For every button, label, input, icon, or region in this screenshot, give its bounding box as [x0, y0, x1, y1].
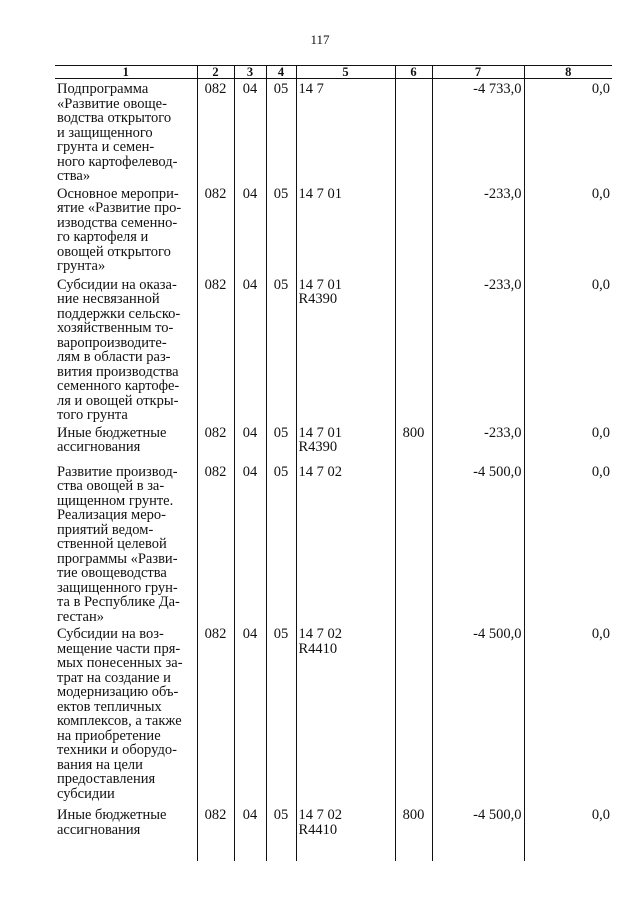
table-row: [55, 79, 612, 184]
cell-section: 04: [234, 79, 266, 184]
name-line: ектов тепличных: [57, 698, 162, 715]
cell-section: 04: [234, 184, 266, 275]
name-line: хозяйственным то-: [57, 320, 174, 336]
name-line: го картофеля и: [57, 229, 149, 245]
name-line: ние несвязанной: [57, 291, 160, 307]
name-line: Иные бюджетные: [57, 424, 167, 441]
cell-name: [55, 184, 197, 275]
cell-expense-type: [395, 184, 432, 275]
name-line: субсидии: [57, 785, 115, 802]
cell-subsection: 05: [266, 423, 296, 462]
table-body: [55, 79, 612, 862]
cell-ministry-code: 082: [197, 79, 234, 184]
name-line: приятий ведом-: [57, 521, 154, 538]
name-line: щищенном грунте.: [57, 492, 174, 509]
cell-target-article: [296, 423, 395, 462]
cell-name: [55, 79, 197, 184]
cell-subsection: 05: [266, 624, 296, 805]
target-article-line: R4410: [298, 821, 338, 838]
target-article-line: 14 7: [298, 81, 324, 97]
cell-amount-change: 0,0: [524, 624, 612, 805]
cell-amount: -4 500,0: [432, 624, 524, 805]
name-line: гестан»: [57, 608, 104, 625]
name-line: ятие «Развитие про-: [57, 200, 182, 216]
header-cell: 5: [296, 66, 395, 79]
cell-ministry-code: 082: [197, 423, 234, 462]
target-article-line: 14 7 01: [298, 424, 342, 441]
name-line: вания на цели: [57, 756, 143, 773]
name-line: Субсидии на оказа-: [57, 276, 177, 293]
cell-name: [55, 423, 197, 462]
budget-table: [55, 65, 612, 861]
cell-subsection: 05: [266, 79, 296, 184]
cell-section: 04: [234, 275, 266, 423]
cell-amount-change: 0,0: [524, 275, 612, 423]
table-row: [55, 423, 612, 462]
name-line: трат на создание и: [57, 669, 171, 686]
target-article-line: 14 7 02: [298, 626, 342, 642]
name-line: на приобретение: [57, 727, 161, 744]
cell-target-article: [296, 624, 395, 805]
name-line: изводства семенно-: [57, 214, 178, 231]
cell-subsection: 05: [266, 462, 296, 625]
cell-subsection: 05: [266, 275, 296, 423]
cell-section: 04: [234, 423, 266, 462]
cell-ministry-code: 082: [197, 462, 234, 625]
header-cell: 6: [395, 66, 432, 79]
name-line: мых понесенных за-: [57, 655, 183, 671]
cell-amount-change: 0,0: [524, 805, 612, 861]
cell-expense-type: 800: [395, 805, 432, 861]
name-line: поддержки сельско-: [57, 305, 181, 322]
cell-amount: -233,0: [432, 275, 524, 423]
name-line: ного картофелевод-: [57, 153, 178, 170]
name-line: водства открытого: [57, 110, 172, 126]
name-line: грунта»: [57, 258, 106, 274]
name-line: модернизацию объ-: [57, 684, 179, 700]
cell-amount: -4 500,0: [432, 462, 524, 625]
name-line: Основное меропри-: [57, 185, 179, 202]
cell-target-article: [296, 79, 395, 184]
cell-ministry-code: 082: [197, 805, 234, 861]
name-line: Реализация меро-: [57, 507, 166, 523]
name-line: мещение части пря-: [57, 640, 181, 657]
header-cell: 4: [266, 66, 296, 79]
name-line: и защищенного: [57, 124, 153, 141]
name-line: овощей открытого: [57, 243, 171, 260]
name-line: ства овощей в за-: [57, 478, 165, 494]
name-line: защищенного грун-: [57, 579, 178, 596]
name-line: «Развитие овоще-: [57, 95, 167, 112]
table-row: [55, 624, 612, 805]
name-line: тие овощеводства: [57, 565, 167, 581]
header-cell: 1: [55, 66, 197, 79]
cell-subsection: 05: [266, 805, 296, 861]
header-cell: 3: [234, 66, 266, 79]
cell-target-article: [296, 275, 395, 423]
cell-amount-change: 0,0: [524, 462, 612, 625]
cell-expense-type: [395, 79, 432, 184]
cell-name: [55, 624, 197, 805]
name-line: ства»: [57, 168, 91, 184]
cell-amount: -233,0: [432, 423, 524, 462]
name-line: ственной целевой: [57, 536, 167, 552]
target-article-line: R4390: [298, 291, 338, 307]
name-line: того грунта: [57, 407, 128, 423]
target-article-line: 14 7 02: [298, 807, 342, 823]
cell-expense-type: [395, 462, 432, 625]
name-line: вития производства: [57, 363, 179, 380]
name-line: ля и овощей откры-: [57, 392, 179, 409]
table-row: [55, 275, 612, 423]
cell-ministry-code: 082: [197, 624, 234, 805]
cell-amount: -233,0: [432, 184, 524, 275]
name-line: ассигнования: [57, 439, 141, 455]
name-line: семенного картофе-: [57, 378, 180, 394]
cell-expense-type: 800: [395, 423, 432, 462]
cell-name: [55, 805, 197, 861]
table-row: [55, 184, 612, 275]
page-number: 117: [310, 32, 330, 47]
name-line: комплексов, а также: [57, 713, 182, 729]
name-line: грунта и семен-: [57, 139, 155, 155]
table-row: [55, 462, 612, 625]
cell-ministry-code: 082: [197, 275, 234, 423]
name-line: Иные бюджетные: [57, 807, 167, 823]
name-line: лям в области раз-: [57, 349, 171, 365]
name-line: ассигнования: [57, 821, 141, 838]
table-row: [55, 805, 612, 861]
target-article-line: R4410: [298, 640, 338, 657]
cell-name: [55, 275, 197, 423]
target-article-line: R4390: [298, 439, 338, 455]
name-line: предоставления: [57, 771, 156, 787]
cell-amount-change: 0,0: [524, 423, 612, 462]
cell-expense-type: [395, 275, 432, 423]
header-cell: 2: [197, 66, 234, 79]
cell-amount-change: 0,0: [524, 79, 612, 184]
cell-section: 04: [234, 462, 266, 625]
target-article-line: 14 7 01: [298, 276, 342, 293]
cell-expense-type: [395, 624, 432, 805]
cell-name: [55, 462, 197, 625]
name-line: Подпрограмма: [57, 81, 149, 97]
header-cell: 8: [524, 66, 612, 79]
name-line: программы «Разви-: [57, 550, 178, 567]
header-row: [55, 66, 612, 79]
name-line: та в Республике Да-: [57, 594, 180, 610]
name-line: Развитие производ-: [57, 463, 178, 480]
name-line: техники и оборудо-: [57, 742, 177, 758]
cell-amount: -4 733,0: [432, 79, 524, 184]
cell-target-article: [296, 805, 395, 861]
cell-subsection: 05: [266, 184, 296, 275]
cell-section: 04: [234, 805, 266, 861]
name-line: варопроизводите-: [57, 334, 167, 351]
cell-amount-change: 0,0: [524, 184, 612, 275]
target-article-line: 14 7 02: [298, 463, 342, 480]
cell-target-article: [296, 462, 395, 625]
name-line: Субсидии на воз-: [57, 626, 164, 642]
header-cell: 7: [432, 66, 524, 79]
cell-ministry-code: 082: [197, 184, 234, 275]
cell-section: 04: [234, 624, 266, 805]
cell-amount: -4 500,0: [432, 805, 524, 861]
target-article-line: 14 7 01: [298, 185, 342, 202]
cell-target-article: [296, 184, 395, 275]
